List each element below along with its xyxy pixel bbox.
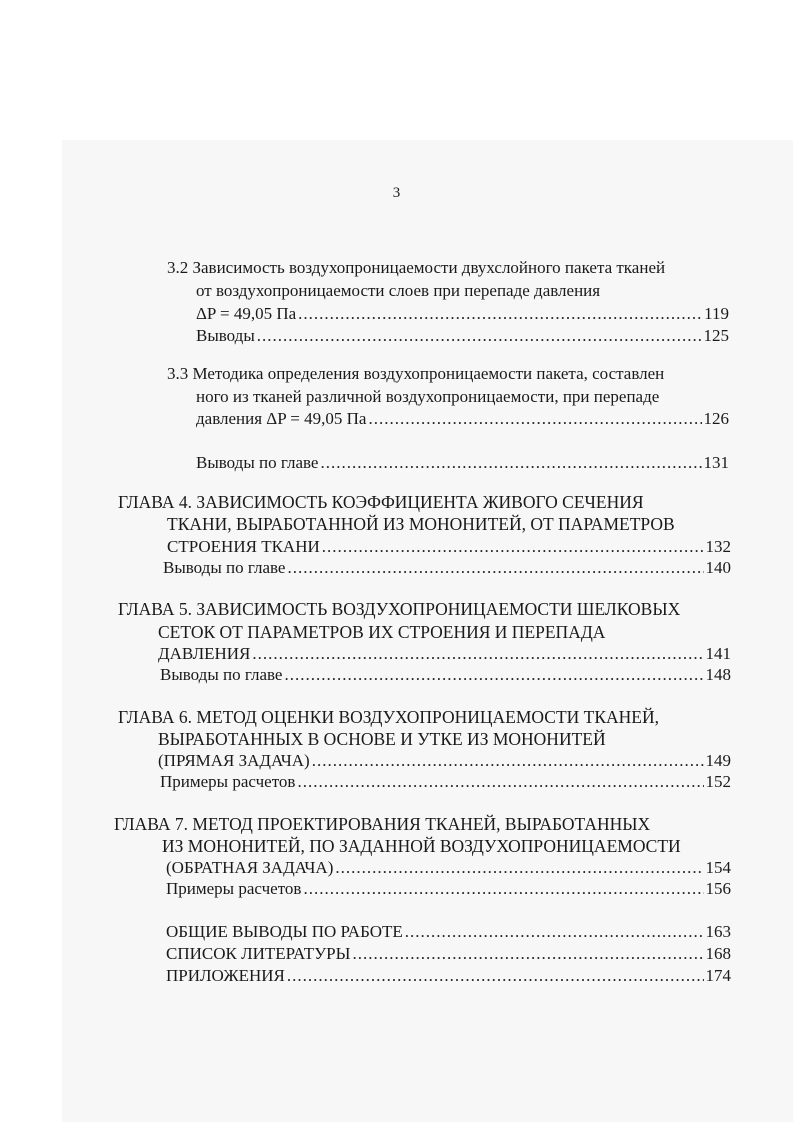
chapter-5-title-line-1: ГЛАВА 5. ЗАВИСИМОСТЬ ВОЗДУХОПРОНИЦАЕМОСТИ ШЕЛКОВЫХ xyxy=(118,599,681,619)
chapter-7-examples xyxy=(166,878,731,900)
entry-label: ПРИЛОЖЕНИЯ xyxy=(166,966,285,985)
entry-page: 126 xyxy=(703,409,729,428)
chapter-5-title-line-2: СЕТОК ОТ ПАРАМЕТРОВ ИХ СТРОЕНИЯ И ПЕРЕПАДА xyxy=(158,622,606,642)
general-conclusions-entry xyxy=(166,921,731,943)
dot-leader xyxy=(335,857,703,879)
entry-label: ΔP = 49,05 Па xyxy=(196,304,297,323)
appendices-entry xyxy=(166,965,731,987)
chapter-6-entry xyxy=(158,750,731,772)
section-3-2-title-line-1: 3.2 Зависимость воздухопроницаемости двухслойного пакета тканей xyxy=(167,258,666,277)
chapter-4-title-line-2: ТКАНИ, ВЫРАБОТАННОЙ ИЗ МОНОНИТЕЙ, ОТ ПАРАМЕТРОВ xyxy=(167,514,675,534)
dot-leader xyxy=(257,325,702,347)
dot-leader xyxy=(297,771,703,793)
chapter-4-entry xyxy=(167,536,731,558)
chapter-6-title-line-2: ВЫРАБОТАННЫХ В ОСНОВЕ И УТКЕ ИЗ МОНОНИТЕЙ xyxy=(158,729,606,749)
entry-page: 156 xyxy=(705,879,731,898)
section-3-2-conclusions xyxy=(196,325,729,347)
dot-leader xyxy=(312,750,704,772)
dot-leader xyxy=(303,878,703,900)
entry-page: 149 xyxy=(705,751,731,770)
entry-page: 141 xyxy=(705,644,731,663)
entry-label: Выводы по главе xyxy=(196,453,319,472)
section-3-3-conclusions xyxy=(196,452,729,474)
chapter-6-title-line-1: ГЛАВА 6. МЕТОД ОЦЕНКИ ВОЗДУХОПРОНИЦАЕМОСТИ ТКАНЕЙ, xyxy=(118,707,659,727)
entry-label: давления ΔP = 49,05 Па xyxy=(196,409,367,428)
dot-leader xyxy=(320,452,701,474)
section-3-3-entry xyxy=(196,408,729,430)
entry-page: 174 xyxy=(705,966,731,985)
dot-leader xyxy=(322,536,704,558)
chapter-4-title-line-1: ГЛАВА 4. ЗАВИСИМОСТЬ КОЭФФИЦИЕНТА ЖИВОГО СЕЧЕНИЯ xyxy=(118,492,644,512)
entry-page: 148 xyxy=(705,665,731,684)
entry-page: 140 xyxy=(705,558,731,577)
dot-leader xyxy=(287,965,704,987)
dot-leader xyxy=(284,664,703,686)
dot-leader xyxy=(298,303,702,325)
dot-leader xyxy=(405,921,704,943)
dot-leader xyxy=(252,643,703,665)
entry-label: СПИСОК ЛИТЕРАТУРЫ xyxy=(166,944,351,963)
entry-label: Выводы по главе xyxy=(160,665,283,684)
references-entry xyxy=(166,943,731,965)
chapter-7-entry xyxy=(166,857,731,879)
chapter-5-conclusions xyxy=(160,664,731,686)
section-3-3-title-line-2: ного из тканей различной воздухопроницаемости, при перепаде xyxy=(196,387,660,406)
page-number: 3 xyxy=(392,185,401,201)
dot-leader xyxy=(368,408,701,430)
chapter-6-examples xyxy=(160,771,731,793)
chapter-4-conclusions xyxy=(163,557,731,579)
entry-page: 152 xyxy=(705,772,731,791)
dot-leader xyxy=(287,557,703,579)
entry-label: (ОБРАТНАЯ ЗАДАЧА) xyxy=(166,858,334,877)
entry-page: 163 xyxy=(705,922,731,941)
chapter-7-title-line-1: ГЛАВА 7. МЕТОД ПРОЕКТИРОВАНИЯ ТКАНЕЙ, ВЫРАБОТАННЫХ xyxy=(114,814,651,834)
section-3-2-entry xyxy=(196,303,729,325)
entry-page: 119 xyxy=(704,304,729,323)
entry-label: Выводы по главе xyxy=(163,558,286,577)
entry-page: 168 xyxy=(705,944,731,963)
entry-page: 131 xyxy=(703,453,729,472)
entry-label: Примеры расчетов xyxy=(160,772,296,791)
entry-label: (ПРЯМАЯ ЗАДАЧА) xyxy=(158,751,310,770)
entry-page: 132 xyxy=(705,537,731,556)
entry-label: Выводы xyxy=(196,326,255,345)
dot-leader xyxy=(352,943,703,965)
entry-label: ДАВЛЕНИЯ xyxy=(158,644,251,663)
chapter-7-title-line-2: ИЗ МОНОНИТЕЙ, ПО ЗАДАННОЙ ВОЗДУХОПРОНИЦАЕМОСТИ xyxy=(162,836,681,856)
chapter-5-entry xyxy=(158,643,731,665)
entry-page: 125 xyxy=(703,326,729,345)
entry-label: ОБЩИЕ ВЫВОДЫ ПО РАБОТЕ xyxy=(166,922,403,941)
section-3-3-title-line-1: 3.3 Методика определения воздухопроницаемости пакета, составлен xyxy=(167,364,665,383)
section-3-2-title-line-2: от воздухопроницаемости слоев при перепаде давления xyxy=(196,281,601,300)
entry-page: 154 xyxy=(705,858,731,877)
entry-label: Примеры расчетов xyxy=(166,879,302,898)
entry-label: СТРОЕНИЯ ТКАНИ xyxy=(167,537,320,556)
